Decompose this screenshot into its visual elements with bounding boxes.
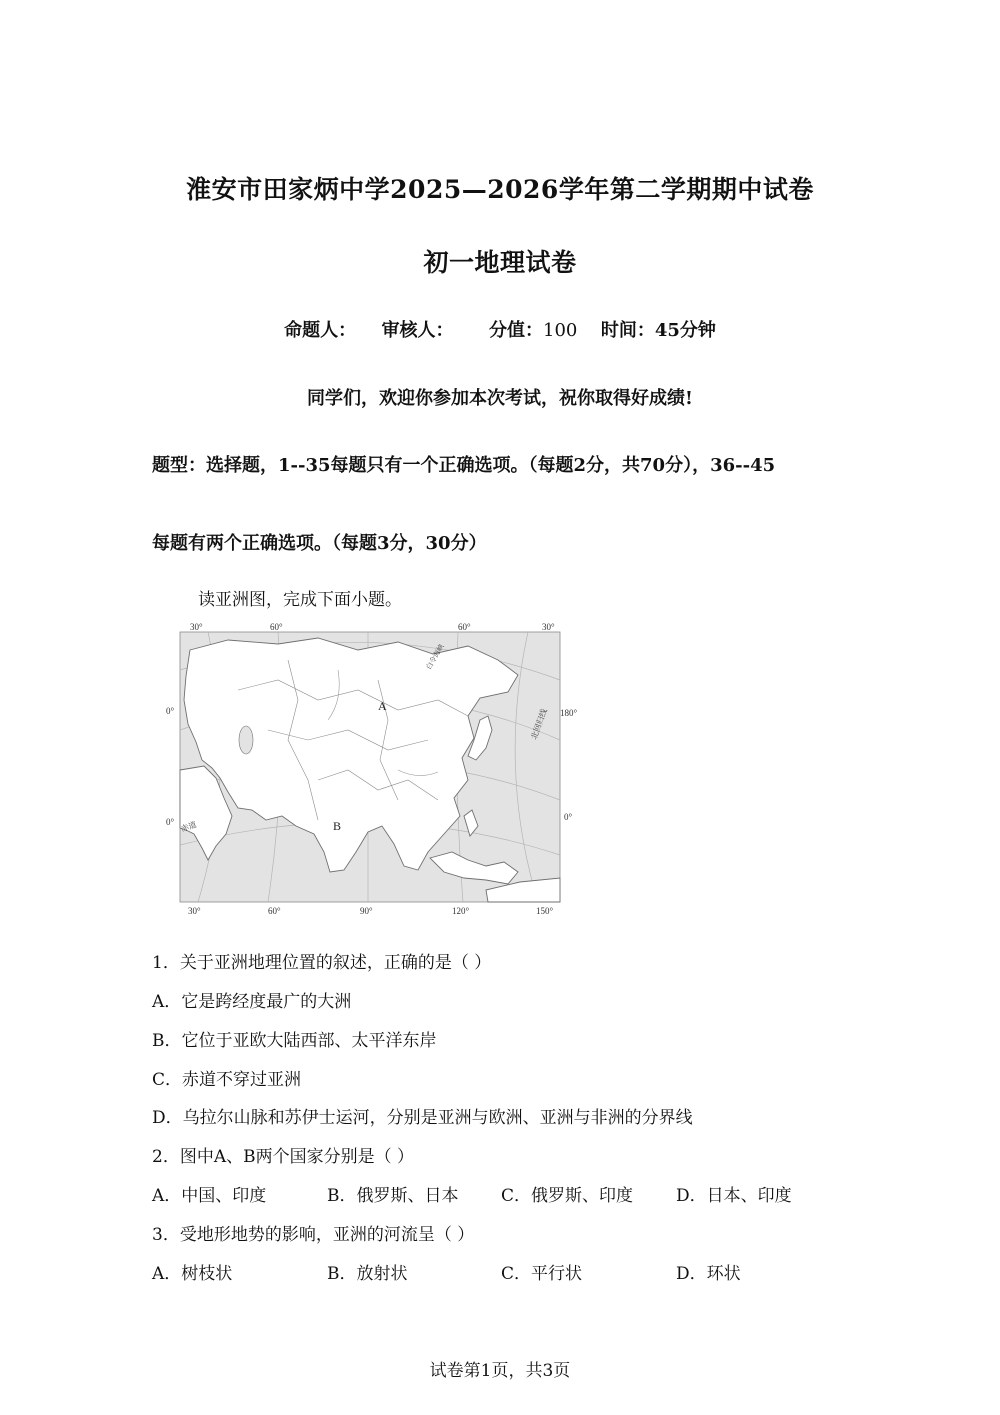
map-marker-b: B [333,819,342,833]
question-1-option-c[interactable]: C．赤道不穿过亚洲 [152,1070,302,1090]
reviewer-label: 审核人： [381,320,454,341]
map-label-bottom-150: 150° [536,906,554,916]
map-label-right-180: 180° [560,708,578,718]
question-3-option-c[interactable]: C．平行状 [501,1264,583,1284]
time-label: 时间： [600,320,655,341]
question-3-stem: 3．受地形地势的影响，亚洲的河流呈（ ） [152,1225,475,1245]
map-label-bottom-30: 30° [188,906,201,916]
map-marker-a: A [378,699,387,713]
exam-title-line2: 初一地理试卷 [423,248,577,277]
question-3-option-b[interactable]: B．放射状 [327,1264,408,1284]
exam-title-line1: 淮安市田家炳中学2025—2026学年第二学期期中试卷 [186,175,814,204]
map-label-top-30: 30° [190,622,203,632]
map-label-bottom-60: 60° [268,906,281,916]
question-2-option-b[interactable]: B．俄罗斯、日本 [327,1186,459,1206]
map-label-strait: 白令海峡 [424,642,446,671]
map-label-tropic: 北回归线 [529,707,549,741]
asia-map [168,620,580,916]
instructions-line2: 每题有两个正确选项。（每题3分，30分） [152,533,487,554]
question-1-option-b[interactable]: B．它位于亚欧大陆西部、太平洋东岸 [152,1031,437,1051]
question-2-option-a[interactable]: A．中国、印度 [152,1186,267,1206]
greeting: 同学们，欢迎你参加本次考试，祝你取得好成绩! [307,388,693,409]
question-1-option-d[interactable]: D．乌拉尔山脉和苏伊士运河，分别是亚洲与欧洲、亚洲与非洲的分界线 [152,1108,693,1128]
map-label-left-0a: 0° [166,706,175,716]
question-1-option-a[interactable]: A．它是跨经度最广的大洲 [152,992,352,1012]
question-2-option-d[interactable]: D．日本、印度 [676,1186,792,1206]
map-label-bottom-90: 90° [360,906,373,916]
map-label-top-60: 60° [270,622,283,632]
map-label-top-30b: 30° [542,622,555,632]
question-2-option-c[interactable]: C．俄罗斯、印度 [501,1186,634,1206]
question-3-option-d[interactable]: D．环状 [676,1264,741,1284]
map-inner-sea [239,726,253,754]
map-label-top-60b: 60° [458,622,471,632]
author-label: 命题人： [284,320,357,341]
question-3-option-a[interactable]: A．树枝状 [152,1264,233,1284]
instructions-line1: 题型：选择题，1--35每题只有一个正确选项。（每题2分，共70分），36--45 [152,455,776,476]
reading-prompt: 读亚洲图，完成下面小题。 [198,590,402,610]
time-value: 45分钟 [654,320,716,341]
map-label-right-0: 0° [564,812,573,822]
map-label-bottom-120: 120° [452,906,470,916]
map-label-equator: 赤道 [179,819,198,834]
page-footer: 试卷第1页，共3页 [429,1361,571,1381]
score-value: 100 [543,320,578,341]
question-1-stem: 1．关于亚洲地理位置的叙述，正确的是（ ） [152,953,492,973]
asia-map-svg [168,620,580,916]
score-label: 分值： [489,320,544,341]
question-2-stem: 2．图中A、B两个国家分别是（ ） [152,1147,414,1167]
exam-meta [0,316,1000,342]
map-label-left-0b: 0° [166,817,175,827]
